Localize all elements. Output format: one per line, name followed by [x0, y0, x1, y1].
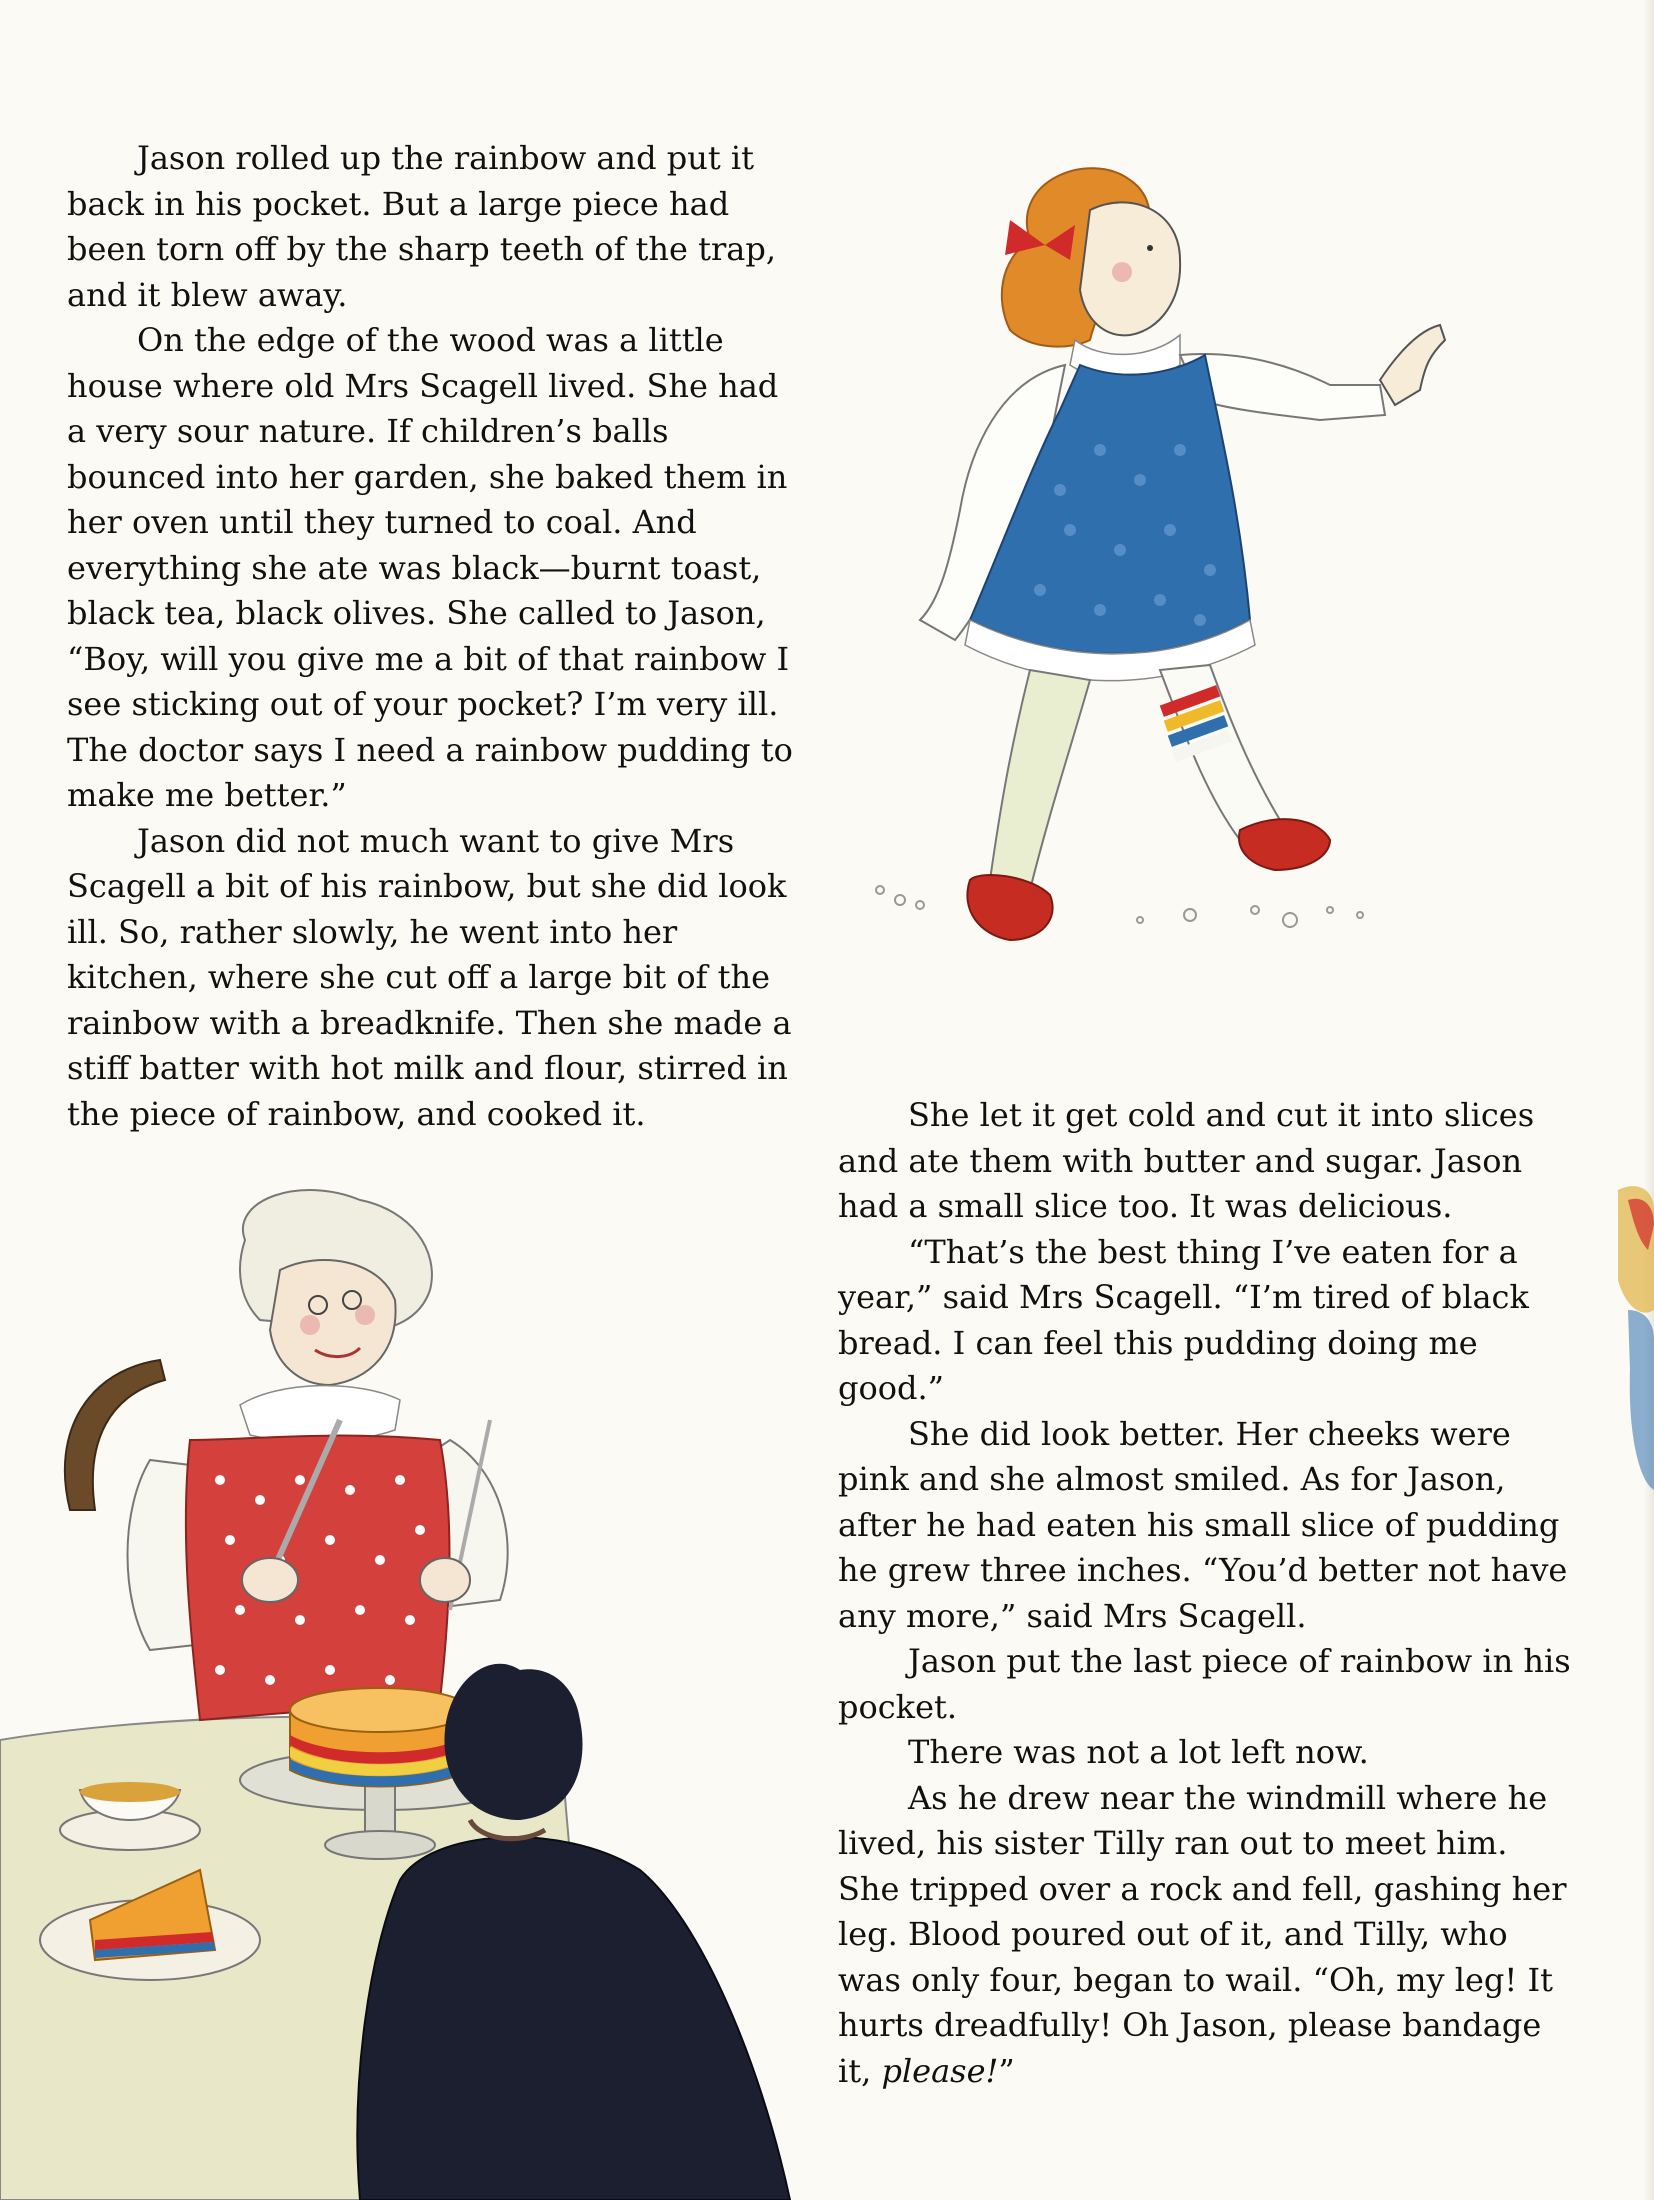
emphasis-please: please!: [881, 2051, 999, 2090]
paragraph: On the edge of the wood was a little house where old Mrs Scagell lived. She had a very sour nature. If children’s balls bounced into her garden, she baked them in her oven until they turned to coal. And everything she ate was black—burnt toast, black tea, black olives. She called to Jason, “Boy, will you give me a bit of that rainbow I see sticking out of your pocket? I’m very ill. The doctor says I need a rainbow pudding to make me better.”: [67, 321, 793, 814]
paragraph: Jason did not much want to give Mrs Scagell a bit of his rainbow, but she did look ill. So, rather slowly, he went into her kitchen, where she cut off a large bit of the rainbow with a breadknife. Then she made a stiff batter with hot milk and flour, stirred in the piece of rainbow, and cooked it.: [67, 821, 792, 1133]
page-edge-shadow: [1644, 0, 1654, 2200]
paragraph: She did look better. Her cheeks were pink and she almost smiled. As for Jason, after he had eaten his small slice of pudding he grew three inches. “You’d better not have any more,” said Mrs Scagell.: [838, 1414, 1568, 1635]
right-text-column: [838, 1093, 1578, 2094]
paragraph: She let it get cold and cut it into slices and ate them with butter and sugar. Jason had a small slice too. It was delicious.: [838, 1096, 1535, 1225]
tilly-running-icon: [860, 150, 1470, 1050]
mrs-scagell-table-icon: [0, 1180, 820, 2200]
paragraph: There was not a lot left now.: [908, 1733, 1369, 1771]
facing-page-bleed-icon: [1588, 1170, 1654, 1500]
paragraph-last: [838, 1776, 1578, 2095]
closing-quote: ”: [998, 2051, 1015, 2090]
paragraph: Jason put the last piece of rainbow in his pocket.: [838, 1642, 1571, 1726]
paragraph: “That’s the best thing I’ve eaten for a year,” said Mrs Scagell. “I’m tired of black bread. I can feel this pudding doing me good.”: [838, 1232, 1529, 1407]
paragraph-text: As he drew near the windmill where he lived, his sister Tilly ran out to meet him. She tripped over a rock and fell, gashing her leg. Blood poured out of it, and Tilly, who was only four, began to wail. “Oh, my leg! It hurts dreadfully! Oh Jason, please bandage it,: [838, 1778, 1567, 2090]
paragraph: Jason rolled up the rainbow and put it back in his pocket. But a large piece had been torn off by the sharp teeth of the trap, and it blew away.: [67, 139, 777, 314]
left-text-column: [67, 136, 807, 1137]
